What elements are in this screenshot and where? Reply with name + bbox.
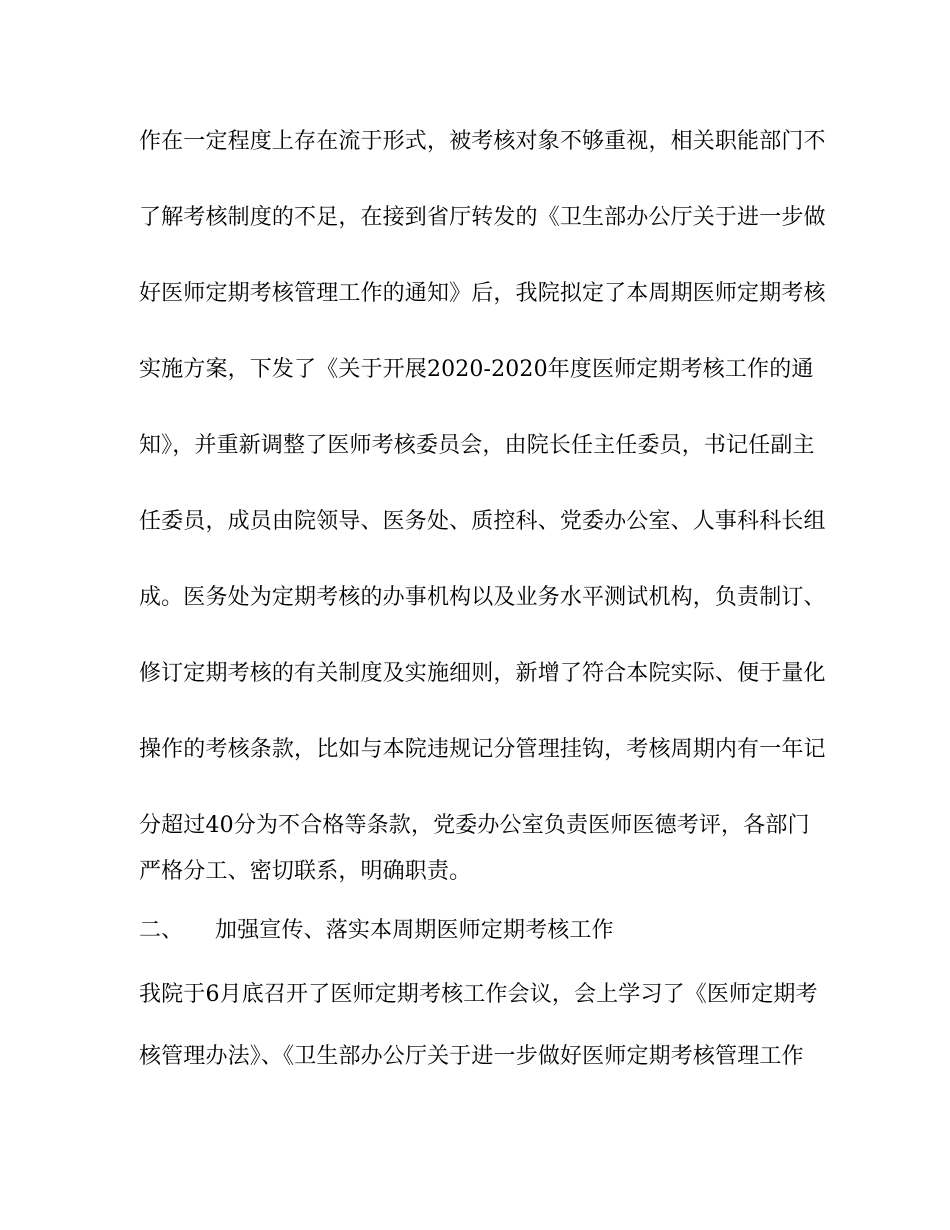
body-text-line: 我院于6月底召开了医师定期考核工作会议，会上学习了《医师定期考 [139, 982, 818, 1007]
body-text-line: 了解考核制度的不足，在接到省厅转发的《卫生部办公厅关于进一步做 [139, 205, 826, 230]
body-text-line: 知》，并重新调整了医师考核委员会，由院长任主任委员，书记任副主 [139, 433, 815, 458]
body-text-line: 修订定期考核的有关制度及实施细则，新增了符合本院实际、便于量化 [139, 661, 826, 686]
body-text-line: 分超过40分为不合格等条款，党委办公室负责医师医德考评，各部门 [139, 813, 810, 838]
body-text-line: 好医师定期考核管理工作的通知》后，我院拟定了本周期医师定期考核 [139, 281, 826, 306]
body-text-line: 操作的考核条款，比如与本院违规记分管理挂钩，考核周期内有一年记 [139, 737, 826, 762]
body-text-line: 实施方案，下发了《关于开展2020-2020年度医师定期考核工作的通 [139, 357, 814, 382]
section-number: 二、 [139, 918, 184, 943]
body-text-line: 核管理办法》、《卫生部办公厅关于进一步做好医师定期考核管理工作 [139, 1044, 804, 1069]
body-text-line: 严格分工、密切联系，明确职责。 [139, 859, 472, 884]
body-text-line: 作在一定程度上存在流于形式，被考核对象不够重视，相关职能部门不 [139, 129, 826, 154]
body-text-line: 成。医务处为定期考核的办事机构以及业务水平测试机构，负责制订、 [139, 585, 826, 610]
section-title: 加强宣传、落实本周期医师定期考核工作 [215, 918, 614, 943]
body-text-line: 任委员，成员由院领导、医务处、质控科、党委办公室、人事科科长组 [139, 509, 826, 534]
section-heading [139, 916, 819, 946]
